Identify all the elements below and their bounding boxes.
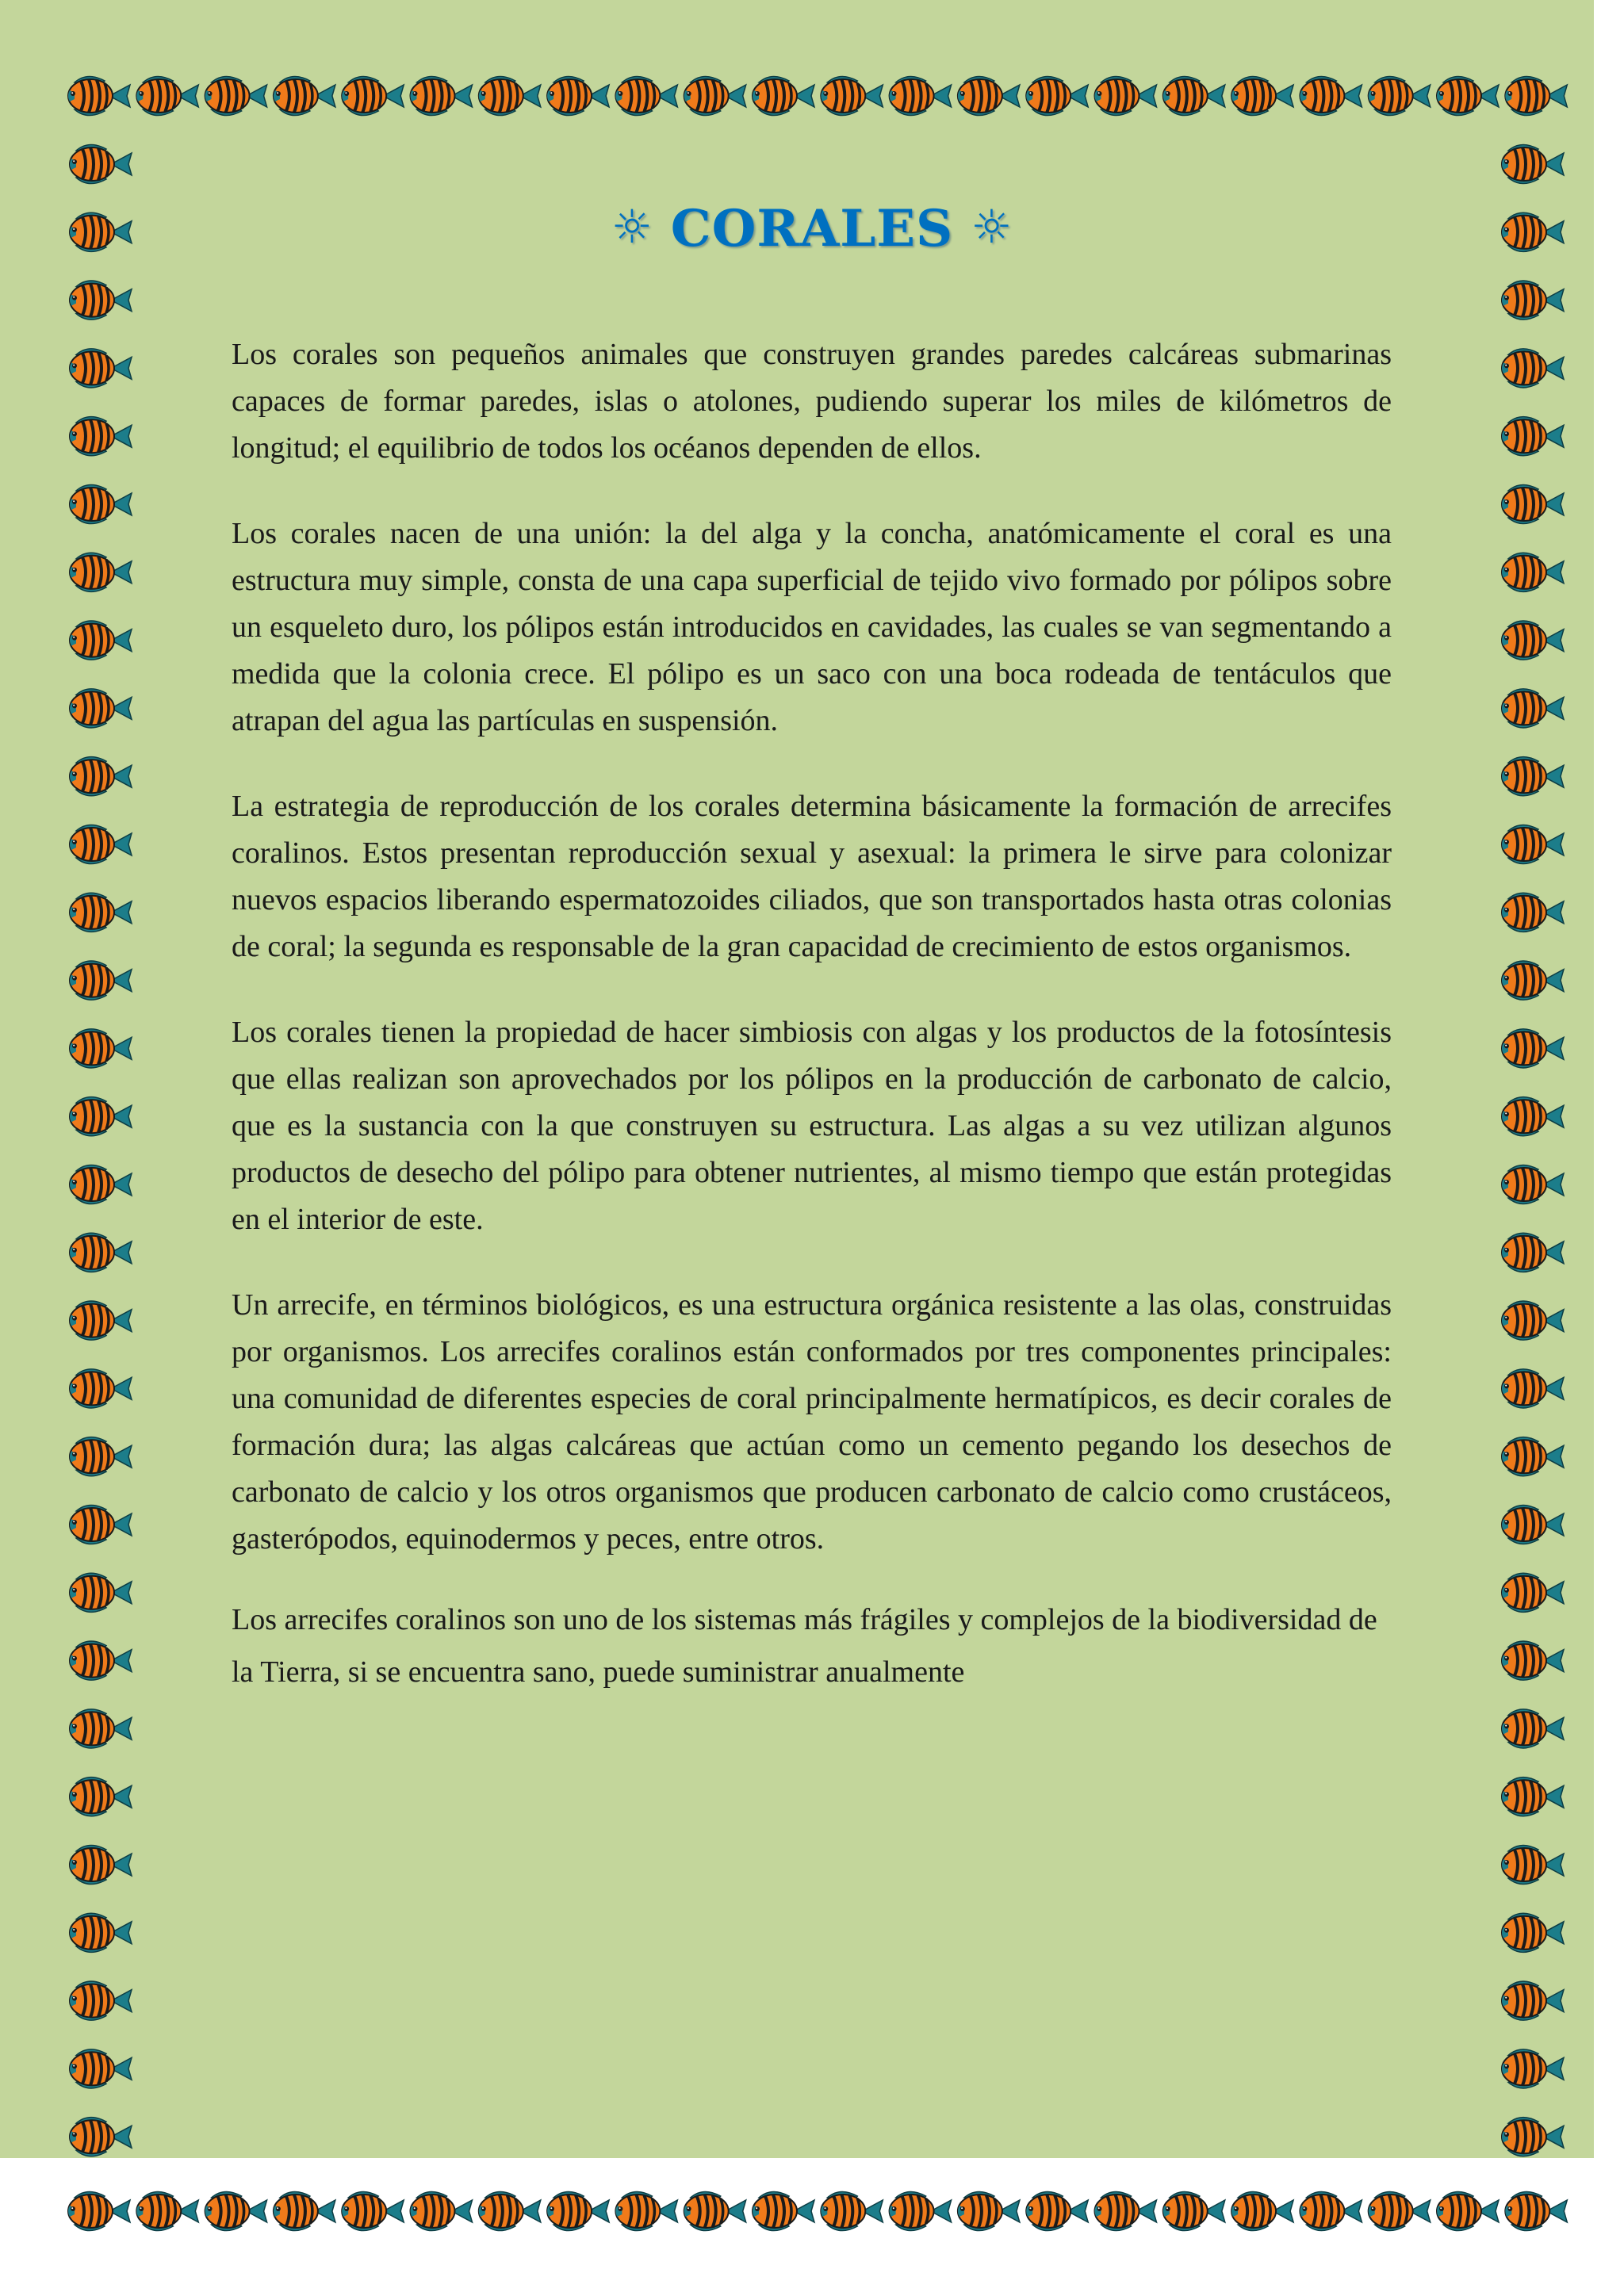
angelfish-icon — [1502, 1845, 1564, 1884]
title-text: CORALES — [670, 199, 954, 258]
angelfish-icon — [70, 1301, 132, 1340]
angelfish-icon — [70, 1233, 132, 1272]
angelfish-icon — [70, 281, 132, 320]
angelfish-icon — [1505, 2191, 1567, 2230]
angelfish-icon — [70, 1913, 132, 1952]
angelfish-icon — [70, 1165, 132, 1203]
angelfish-icon — [479, 76, 541, 115]
angelfish-icon — [684, 76, 746, 115]
angelfish-icon — [70, 1029, 132, 1068]
angelfish-icon — [70, 484, 132, 523]
angelfish-icon — [68, 76, 130, 115]
angelfish-icon — [1502, 893, 1564, 932]
angelfish-icon — [1437, 2191, 1499, 2230]
angelfish-icon — [753, 76, 814, 115]
angelfish-icon — [70, 757, 132, 796]
angelfish-icon — [411, 76, 473, 115]
angelfish-icon — [1300, 2191, 1362, 2230]
sun-ornament-icon: ☼ — [611, 200, 653, 254]
angelfish-icon — [136, 76, 198, 115]
angelfish-icon — [1502, 757, 1564, 796]
angelfish-icon — [70, 961, 132, 1000]
angelfish-icon — [70, 893, 132, 932]
angelfish-icon — [136, 2191, 198, 2230]
angelfish-icon — [547, 2191, 609, 2230]
angelfish-icon — [479, 2191, 541, 2230]
angelfish-icon — [1502, 689, 1564, 728]
angelfish-icon — [1502, 1097, 1564, 1136]
angelfish-icon — [1026, 76, 1088, 115]
angelfish-icon — [70, 2049, 132, 2088]
paragraph: La estrategia de reproducción de los corales determina básicamente la formación de arrecifes coralinos. Estos presentan reproducción sexual y asexual: la primera le sirve para colonizar nuevos espacios liberando espermatozoides ciliados, que son transportados hasta otras colonias de coral; la segunda es responsable de la gran capacidad de crecimiento de estos organismos. — [232, 790, 1392, 963]
angelfish-icon — [205, 2191, 267, 2230]
angelfish-icon — [1095, 76, 1157, 115]
angelfish-icon — [753, 2191, 814, 2230]
angelfish-icon — [1502, 484, 1564, 523]
page-title — [0, 195, 1624, 261]
angelfish-icon — [70, 1845, 132, 1884]
angelfish-icon — [1502, 2049, 1564, 2088]
angelfish-icon — [1502, 2118, 1564, 2156]
angelfish-icon — [1502, 961, 1564, 1000]
angelfish-icon — [274, 76, 335, 115]
angelfish-icon — [70, 1505, 132, 1544]
angelfish-icon — [342, 2191, 404, 2230]
paragraph: Los corales nacen de una unión: la del alga y la concha, anatómicamente el coral es una estructura muy simple, consta de una capa superficial de tejido vivo formado por pólipos sobre un esqueleto duro, los pólipos están introducidos en cavidades, las cuales se van segmentando a medida que la colonia crece. El pólipo es un saco con una boca rodeada de tentáculos que atrapan del agua las partículas en suspensión. — [232, 517, 1392, 737]
angelfish-icon — [821, 2191, 883, 2230]
angelfish-icon — [70, 2118, 132, 2156]
angelfish-icon — [890, 2191, 952, 2230]
angelfish-icon — [1437, 76, 1499, 115]
paragraph: Los corales tienen la propiedad de hacer simbiosis con algas y los productos de la fotosíntesis que ellas realizan son aprovechados por los pólipos en la producción de carbonato de calcio, que es la sustancia con la que construyen su estructura. Las algas a su vez utilizan algunos productos de desecho del pólipo para obtener nutrientes, al mismo tiempo que están protegidas en el interior de este. — [232, 1016, 1392, 1236]
angelfish-icon — [411, 2191, 473, 2230]
angelfish-icon — [684, 2191, 746, 2230]
angelfish-icon — [1231, 76, 1293, 115]
angelfish-icon — [1095, 2191, 1157, 2230]
angelfish-icon — [70, 349, 132, 388]
angelfish-icon — [1502, 1233, 1564, 1272]
angelfish-icon — [274, 2191, 335, 2230]
angelfish-icon — [547, 76, 609, 115]
angelfish-icon — [1502, 144, 1564, 183]
angelfish-icon — [1502, 349, 1564, 388]
angelfish-icon — [70, 689, 132, 728]
angelfish-icon — [68, 2191, 130, 2230]
angelfish-icon — [70, 1573, 132, 1612]
angelfish-icon — [70, 621, 132, 660]
angelfish-icon — [1502, 1709, 1564, 1748]
angelfish-icon — [615, 76, 677, 115]
angelfish-icon — [958, 76, 1020, 115]
angelfish-icon — [1502, 1505, 1564, 1544]
angelfish-icon — [615, 2191, 677, 2230]
angelfish-icon — [1502, 1029, 1564, 1068]
sun-ornament-icon: ☼ — [971, 200, 1013, 254]
angelfish-icon — [1163, 76, 1225, 115]
angelfish-icon — [1502, 1641, 1564, 1680]
angelfish-icon — [1502, 1301, 1564, 1340]
angelfish-icon — [1502, 1913, 1564, 1952]
angelfish-icon — [342, 76, 404, 115]
angelfish-icon — [1502, 825, 1564, 863]
paragraph: Los corales son pequeños animales que construyen grandes paredes calcáreas submarinas capaces de formar paredes, islas o atolones, pudiendo superar los miles de kilómetros de longitud; el equilibrio de todos los océanos dependen de ellos. — [232, 338, 1392, 465]
angelfish-icon — [1502, 281, 1564, 320]
angelfish-icon — [890, 76, 952, 115]
angelfish-icon — [70, 1097, 132, 1136]
angelfish-icon — [1369, 76, 1431, 115]
angelfish-icon — [1163, 2191, 1225, 2230]
angelfish-icon — [1502, 1437, 1564, 1476]
angelfish-icon — [1502, 621, 1564, 660]
angelfish-icon — [1300, 76, 1362, 115]
paragraph: Los arrecifes coralinos son uno de los sistemas más frágiles y complejos de la biodiversidad de la Tierra, si se encuentra sano, puede suministrar anualmente — [232, 1603, 1377, 1689]
article-body — [232, 331, 1392, 1737]
paragraph: Un arrecife, en términos biológicos, es una estructura orgánica resistente a las olas, construidas por organismos. Los arrecifes coralinos están conformados por tres componentes principales: una comunidad de diferentes especies de coral principalmente hermatípicos, es decir corales de formación dura; las algas calcáreas que actúan como un cemento pegando los desechos de carbonato de calcio y los otros organismos que producen carbonato de calcio como crustáceos, gasterópodos, equinodermos y peces, entre otros. — [232, 1288, 1392, 1556]
angelfish-icon — [1502, 1165, 1564, 1203]
angelfish-icon — [1231, 2191, 1293, 2230]
angelfish-icon — [1026, 2191, 1088, 2230]
angelfish-icon — [70, 1641, 132, 1680]
angelfish-icon — [70, 1777, 132, 1816]
angelfish-icon — [1505, 76, 1567, 115]
angelfish-icon — [70, 417, 132, 456]
angelfish-icon — [1369, 2191, 1431, 2230]
angelfish-icon — [1502, 417, 1564, 456]
angelfish-icon — [1502, 553, 1564, 591]
angelfish-icon — [205, 76, 267, 115]
angelfish-icon — [70, 1437, 132, 1476]
angelfish-icon — [1502, 1777, 1564, 1816]
angelfish-icon — [70, 1709, 132, 1748]
angelfish-icon — [70, 144, 132, 183]
angelfish-icon — [1502, 1369, 1564, 1408]
angelfish-icon — [70, 1981, 132, 2020]
angelfish-icon — [70, 553, 132, 591]
angelfish-icon — [958, 2191, 1020, 2230]
angelfish-icon — [70, 825, 132, 863]
angelfish-icon — [821, 76, 883, 115]
angelfish-icon — [1502, 1981, 1564, 2020]
angelfish-icon — [70, 1369, 132, 1408]
angelfish-icon — [1502, 1573, 1564, 1612]
